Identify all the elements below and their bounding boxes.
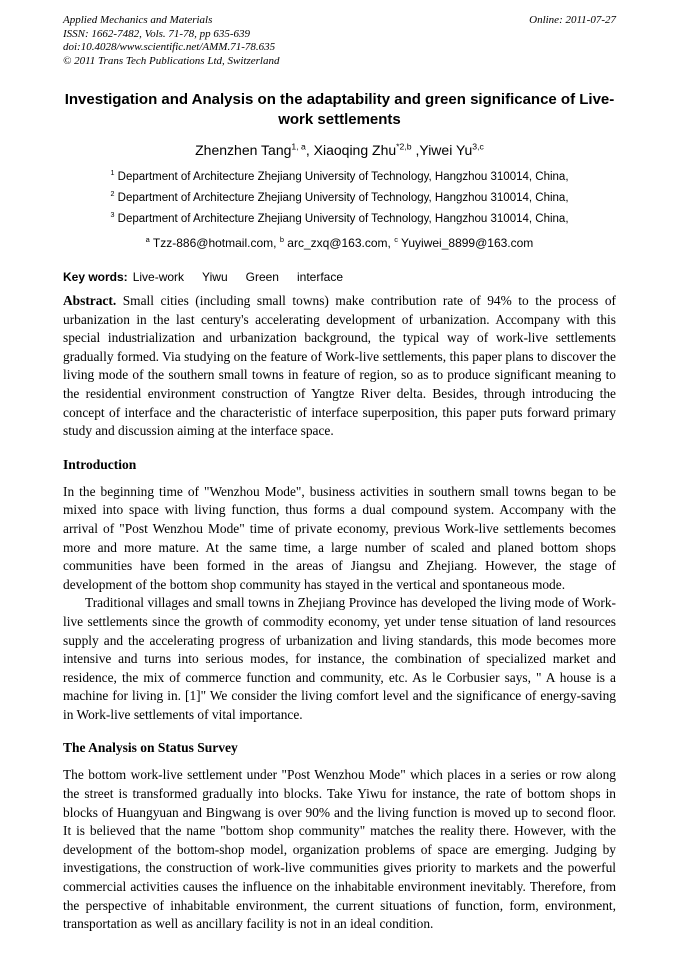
superscript: 3,c [472, 141, 484, 152]
body-paragraph: The bottom work-live settlement under "Post Wenzhou Mode" which places in a series or row along the street is transformed gradually into blocks. Take Yiwu for instance, the rate of bottom shops in blocks of Huangyuan and Bingwang is over 90% and the living function is moved up to second floor. It is believed that the name "bottom shop community" matches the reality there. However, with the development of the bottom-shop model, organization problems of space are emerging. Judging by investigations, the construction of work-live communities gives priority to markets and the powerful commercial activities causes the influence on the inhabitable environment inevitably. Therefore, from the perspective of inhabitable environment, the current situations of function, form, environment, transportation as well as ancillary facility is not in an ideal condition. [63, 767, 616, 932]
superscript: c [394, 235, 398, 244]
text-run: Yuyiwei_8899@163.com [397, 236, 534, 250]
affiliation-line [63, 188, 616, 209]
keyword: interface [296, 270, 344, 284]
keywords-label: Key words: [63, 270, 128, 284]
superscript: 2 [110, 190, 115, 199]
journal-header [63, 14, 616, 68]
issn-line: ISSN: 1662-7482, Vols. 71-78, pp 635-639 [63, 27, 250, 40]
superscript: 3 [110, 211, 115, 220]
text-run: Zhenzhen Tang [195, 142, 292, 158]
online-date: Online: 2011-07-27 [529, 14, 616, 26]
journal-header-left [63, 14, 279, 68]
keyword: Yiwu [202, 270, 228, 284]
superscript: *2,b [396, 141, 412, 152]
abstract-paragraph [63, 292, 616, 441]
text-run: arc_zxq@163.com, [283, 236, 395, 250]
body-paragraph: In the beginning time of "Wenzhou Mode", business activities in southern small towns began to be mixed into space with living function, thus forms a dual compound system. Accompany with the arrival of "Post Wenzhou Mode" time of private economy, previous Work-live settlements becomes more and more mature. At the same time, a large number of scaled and planed bottom shops communities have been formed in the areas of Jiangsu and Zhejiang. However, the stage of development of the bottom shop community has stayed in the vertical and spontaneous mode. [63, 483, 616, 592]
body-paragraph: Traditional villages and small towns in Zhejiang Province has developed the living mode of Work-live settlements since the growth of commodity economy, yet under tense situation of land resources supply and the accelerating progress of urbanization and living standards, this mode becomes more intensive and turns into serious modes, for instance, the combination of specialized market and residence, the mix of commerce function and community, etc. As le Corbusier says, " A house is a machine for living in. [1]" We consider the living comfort level and the significance of energy-saving in Work-live settlements of vital importance. [63, 595, 616, 722]
superscript: 1 [110, 169, 115, 178]
section-heading: Introduction [63, 456, 137, 472]
text-run: Department of Architecture Zhejiang University of Technology, Hangzhou 310014, China, [114, 171, 569, 183]
section-heading: The Analysis on Status Survey [63, 740, 238, 756]
affiliations-block [63, 167, 616, 230]
abstract-label: Abstract. [63, 293, 117, 308]
journal-title-line: Applied Mechanics and Materials [63, 14, 213, 26]
copyright-line: © 2011 Trans Tech Publications Ltd, Switzerland [63, 54, 280, 67]
affiliation-line [63, 167, 616, 188]
authors-line [63, 142, 616, 158]
superscript: a [145, 235, 150, 244]
keywords-list [128, 270, 343, 284]
paper-title: Investigation and Analysis on the adaptability and green significance of Live-work settlements [64, 91, 615, 128]
superscript: 1, a [291, 141, 306, 152]
emails-line [63, 233, 616, 254]
keyword: Live-work [132, 270, 185, 284]
keyword: Green [245, 270, 279, 284]
text-run: Tzz-886@hotmail.com, [149, 236, 280, 250]
text-run: ,Yiwei Yu [411, 142, 473, 158]
text-run: , Xiaoqing Zhu [305, 142, 397, 158]
superscript: b [279, 235, 284, 244]
sections [63, 457, 616, 934]
doi-line: doi:10.4028/www.scientific.net/AMM.71-78.635 [63, 41, 276, 53]
keywords-line [63, 268, 616, 286]
text-run: Department of Architecture Zhejiang University of Technology, Hangzhou 310014, China, [114, 192, 569, 204]
affiliation-line [63, 209, 616, 230]
text-run: Department of Architecture Zhejiang University of Technology, Hangzhou 310014, China, [114, 213, 569, 225]
abstract-text: Small cities (including small towns) make contribution rate of 94% to the process of urbanization in the last century's accelerating development of urbanization. Accompany with this special industrialization and urbanization background, the typical way of work-live settlements gradually formed. Via studying on the feature of Work-live settlements, this paper plans to discover the living mode of the southern small towns in feature of region, so as to produce significant meaning to the residential environment construction of Yangtze River delta. Besides, through introducing the concept of interface and the characteristic of interface superposition, this paper puts forward primary study and discussion aiming at the interface space. [63, 293, 616, 439]
